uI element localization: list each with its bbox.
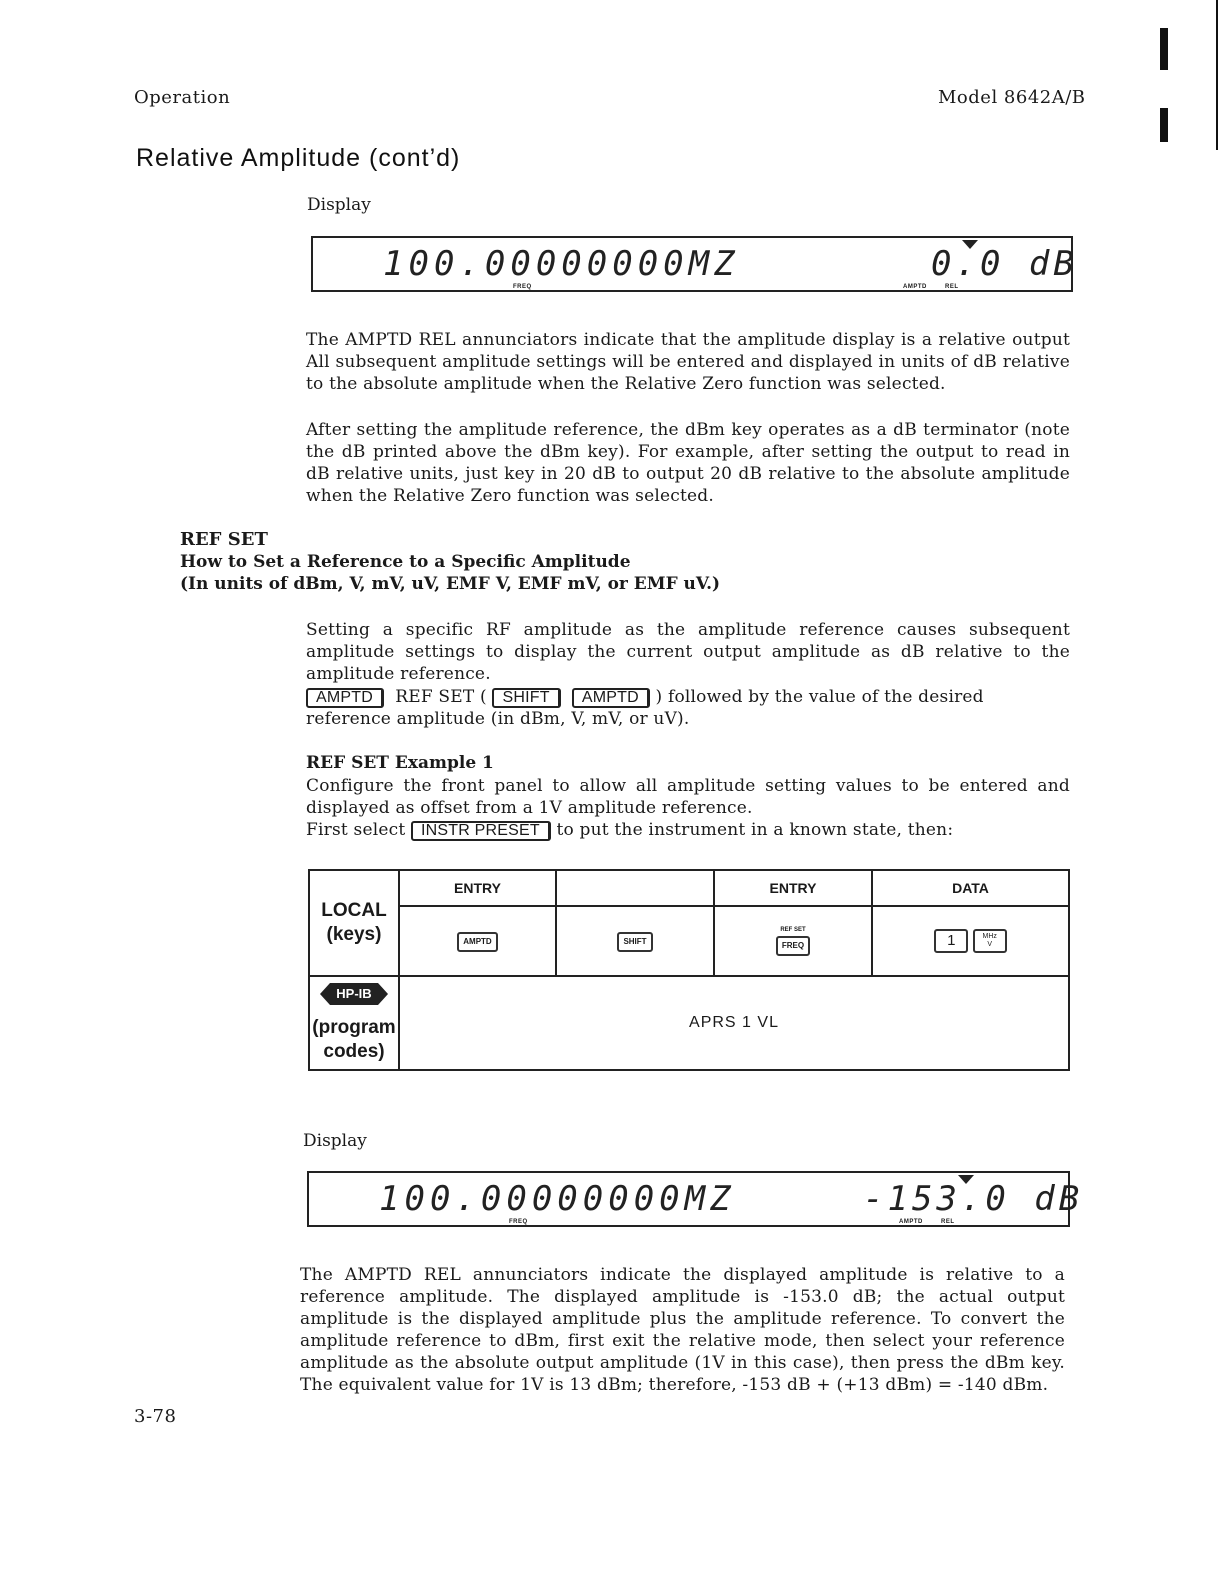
amplitude-readout: 0.0 dB [931,244,1078,284]
frequency-readout: 100.00000000MZ [379,1179,736,1219]
program-label: (program [312,1016,396,1038]
freq-annunciator: FREQ [513,284,532,290]
instrument-display [311,236,1078,292]
paragraph-text: The AMPTD REL annunciators indicate that the amplitude display is a relative output All subsequent amplitude settings will be entered and displayed in units of dB relative to the absolute amplitude when the Relative Zero function was selected. [306,330,1070,394]
refset-key-label: REF SET [780,926,806,933]
paragraph-text: After setting the amplitude reference, the dBm key operates as a dB terminator (note the dB printed above the dBm key). For example, after setting the output to read in dB relative units, just key in 20 dB to output 20 dB relative to the absolute amplitude when the Relative Zero function was selected. [306,420,1070,506]
instrument-display-relative [307,1171,1084,1227]
first-select-text-after: to put the instrument in a known state, then: [556,820,954,840]
first-select-line [306,819,1070,841]
hpib-cell [309,976,399,1070]
example-title: REF SET Example 1 [306,753,494,773]
column-header [556,870,714,906]
frequency-readout: 100.00000000MZ [383,244,740,284]
v-label: V [987,941,993,948]
paragraph-text: Setting a specific RF amplitude as the amplitude reference causes subsequent amplitude settings to display the current output amplitude as dB relative to the amplitude reference. [306,620,1070,684]
hpib-icon [320,983,388,1005]
page-number: 3-78 [134,1406,177,1427]
page-title: Relative Amplitude (cont’d) [136,144,461,172]
section-heading: REF SET [180,529,268,550]
rel-annunciator: REL [945,284,959,290]
amptd-annunciator: AMPTD [899,1219,923,1225]
example-text [306,775,1070,819]
shift-key[interactable]: SHIFT [617,932,652,952]
mhz-v-key[interactable] [973,929,1007,953]
header-section: Operation [134,87,231,108]
instr-preset-key[interactable]: INSTR PRESET [411,821,551,841]
paragraph-dbm-key [306,419,1070,507]
amptd-key[interactable]: AMPTD [457,932,497,952]
data-cell [872,906,1069,976]
display-label: Display [303,1131,367,1151]
edge-mark-top [1160,28,1168,70]
amptd-key-shifted[interactable]: AMPTD [572,688,650,708]
keys-label: (keys) [326,924,382,945]
freq-annunciator: FREQ [509,1219,528,1225]
header-model: Model 8642A/B [938,87,1086,108]
local-keys-cell [309,870,399,976]
keystroke-line-continued: reference amplitude (in dBm, V, mV, or uV). [306,709,690,729]
edge-mark-bottom [1160,108,1168,142]
column-header: ENTRY [399,870,556,906]
section-subheading: How to Set a Reference to a Specific Amplitude [180,552,631,572]
paragraph-conversion [300,1264,1065,1396]
column-header: DATA [872,870,1069,906]
keystroke-line [306,686,1070,708]
local-label: LOCAL [321,900,387,921]
freq-key[interactable]: FREQ [776,936,810,956]
display-label: Display [307,195,371,215]
keystroke-text: ) followed by the value of the desired [655,687,984,707]
shift-key[interactable]: SHIFT [492,688,560,708]
keystroke-text: REF SET ( [395,687,487,707]
first-select-text: First select [306,820,406,840]
paragraph-text: The AMPTD REL annunciators indicate the displayed amplitude is relative to a reference amplitude. The displayed amplitude is -153.0 dB; the actual output amplitude is the displayed amplitude plus the amplitude reference. To convert the amplitude reference to dBm, first exit the relative mode, then select your reference amplitude as the absolute output amplitude (1V in this case), then press the dBm key. The equivalent value for 1V is 13 dBm; therefore, -153 dB + (+13 dBm) = -140 dBm. [300,1265,1065,1395]
paragraph-refset [306,619,1070,685]
edge-line [1216,0,1218,150]
amplitude-readout: -153.0 dB [863,1179,1084,1219]
program-code: APRS 1 VL [399,976,1069,1070]
rel-annunciator: REL [941,1219,955,1225]
digit-one-key[interactable]: 1 [934,929,968,953]
codes-label: codes) [323,1040,385,1062]
keystroke-table [308,869,1070,1071]
hpib-label: HP-IB [330,983,378,1005]
paragraph-annunciators [306,329,1070,395]
key-cell [399,906,556,976]
mhz-label: MHz [982,933,997,940]
key-cell [556,906,714,976]
amptd-annunciator: AMPTD [903,284,927,290]
amptd-key[interactable]: AMPTD [306,688,384,708]
section-subheading-units: (In units of dBm, V, mV, uV, EMF V, EMF mV, or EMF uV.) [180,574,721,594]
key-cell [714,906,872,976]
paragraph-text: Configure the front panel to allow all amplitude setting values to be entered and displayed as offset from a 1V amplitude reference. [306,776,1070,818]
column-header: ENTRY [714,870,872,906]
